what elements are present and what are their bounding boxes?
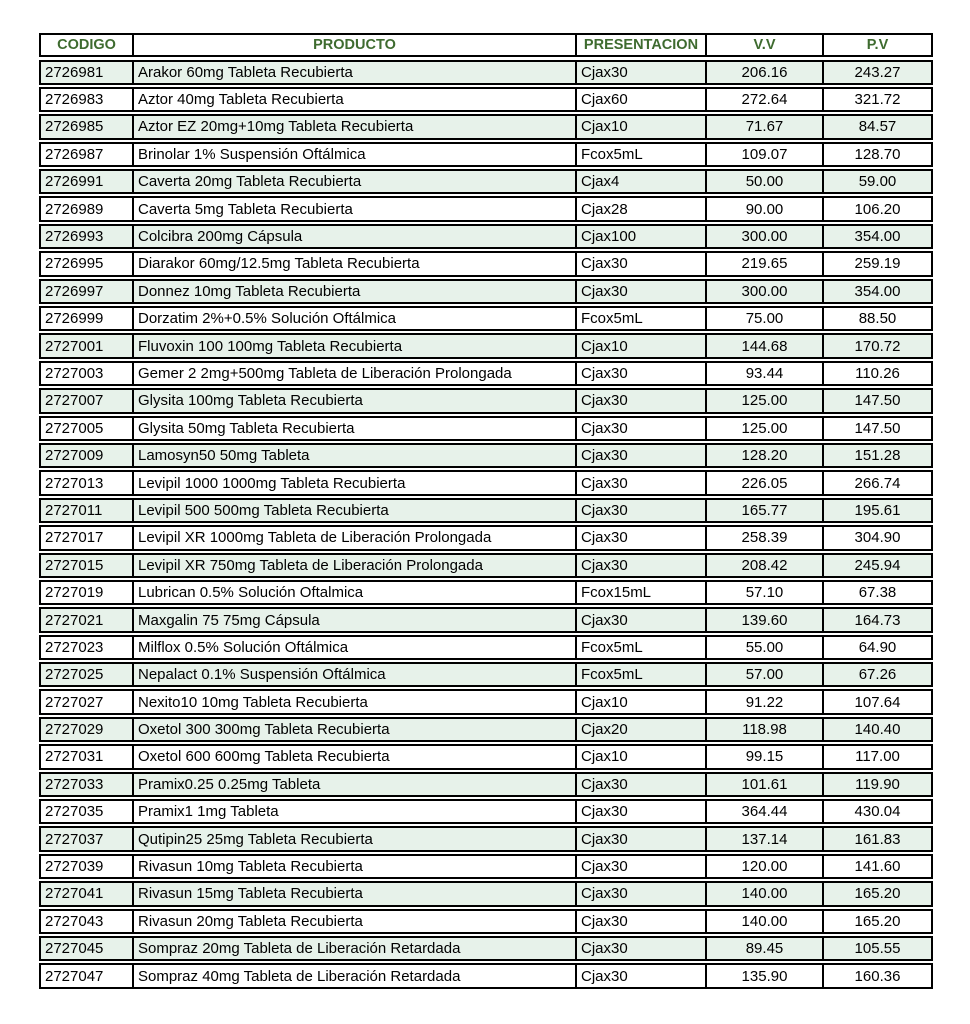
cell-presentation: Cjax10 [575,116,705,137]
cell-pv: 128.70 [822,144,931,165]
column-header-presentacion: PRESENTACION [575,35,705,55]
column-header-producto: PRODUCTO [132,35,575,55]
cell-vv: 57.10 [705,582,822,603]
cell-pv: 170.72 [822,335,931,356]
cell-presentation: Cjax30 [575,527,705,548]
cell-presentation: Cjax28 [575,198,705,219]
cell-vv: 272.64 [705,89,822,110]
cell-presentation: Fcox5mL [575,637,705,658]
cell-presentation: Cjax30 [575,472,705,493]
cell-pv: 195.61 [822,500,931,521]
cell-product: Nexito10 10mg Tableta Recubierta [132,691,575,712]
cell-product: Aztor 40mg Tableta Recubierta [132,89,575,110]
cell-presentation: Cjax30 [575,253,705,274]
cell-code: 2727033 [45,775,104,793]
cell-pv: 64.90 [822,637,931,658]
cell-product: Levipil 500 500mg Tableta Recubierta [132,500,575,521]
cell-vv: 101.61 [705,774,822,795]
cell-vv: 300.00 [705,226,822,247]
cell-pv: 160.36 [822,965,931,986]
cell-vv: 219.65 [705,253,822,274]
cell-product: Diarakor 60mg/12.5mg Tableta Recubierta [132,253,575,274]
cell-presentation: Fcox5mL [575,144,705,165]
cell-vv: 144.68 [705,335,822,356]
cell-product: Sompraz 40mg Tableta de Liberación Retardada [132,965,575,986]
table-row [39,744,933,769]
cell-presentation: Cjax4 [575,171,705,192]
cell-pv: 165.20 [822,911,931,932]
cell-code: 2727011 [45,501,103,519]
cell-presentation: Cjax30 [575,883,705,904]
cell-code: 2727041 [45,885,104,903]
cell-presentation: Cjax30 [575,801,705,822]
cell-pv: 117.00 [822,746,931,767]
cell-presentation: Cjax10 [575,746,705,767]
cell-vv: 109.07 [705,144,822,165]
cell-code: 2726983 [45,91,104,109]
table-row [39,963,933,988]
cell-pv: 67.26 [822,664,931,685]
cell-product: Lamosyn50 50mg Tableta [132,445,575,466]
table-header-row [39,33,933,57]
cell-vv: 99.15 [705,746,822,767]
cell-pv: 259.19 [822,253,931,274]
table-row [39,881,933,906]
cell-product: Maxgalin 75 75mg Cápsula [132,609,575,630]
price-table [39,33,933,991]
cell-vv: 135.90 [705,965,822,986]
cell-code: 2727029 [45,721,104,739]
cell-product: Donnez 10mg Tableta Recubierta [132,281,575,302]
cell-product: Gemer 2 2mg+500mg Tableta de Liberación Prolongada [132,363,575,384]
cell-product: Glysita 100mg Tableta Recubierta [132,390,575,411]
cell-pv: 430.04 [822,801,931,822]
cell-vv: 300.00 [705,281,822,302]
table-row [39,635,933,660]
cell-product: Nepalact 0.1% Suspensión Oftálmica [132,664,575,685]
cell-vv: 120.00 [705,856,822,877]
cell-presentation: Cjax30 [575,555,705,576]
cell-pv: 147.50 [822,390,931,411]
table-row [39,251,933,276]
cell-vv: 50.00 [705,171,822,192]
cell-code: 2727043 [45,912,104,930]
cell-code: 2727001 [45,337,104,355]
cell-pv: 107.64 [822,691,931,712]
cell-vv: 55.00 [705,637,822,658]
table-row [39,306,933,331]
cell-code: 2726987 [45,145,104,163]
cell-product: Levipil XR 750mg Tableta de Liberación Prolongada [132,555,575,576]
column-header-vv: V.V [705,35,822,55]
cell-presentation: Cjax10 [575,691,705,712]
cell-pv: 165.20 [822,883,931,904]
cell-presentation: Cjax30 [575,856,705,877]
table-row [39,553,933,578]
cell-product: Caverta 20mg Tableta Recubierta [132,171,575,192]
cell-pv: 245.94 [822,555,931,576]
cell-product: Oxetol 300 300mg Tableta Recubierta [132,719,575,740]
cell-code: 2727023 [45,638,104,656]
table-row [39,416,933,441]
cell-product: Caverta 5mg Tableta Recubierta [132,198,575,219]
table-row [39,142,933,167]
cell-product: Dorzatim 2%+0.5% Solución Oftálmica [132,308,575,329]
cell-presentation: Cjax100 [575,226,705,247]
cell-vv: 75.00 [705,308,822,329]
table-row [39,388,933,413]
cell-presentation: Cjax20 [575,719,705,740]
cell-vv: 364.44 [705,801,822,822]
cell-vv: 93.44 [705,363,822,384]
cell-product: Pramix1 1mg Tableta [132,801,575,822]
table-row [39,717,933,742]
cell-vv: 57.00 [705,664,822,685]
cell-pv: 354.00 [822,226,931,247]
cell-product: Rivasun 20mg Tableta Recubierta [132,911,575,932]
cell-code: 2727021 [45,611,104,629]
cell-presentation: Cjax30 [575,609,705,630]
cell-vv: 91.22 [705,691,822,712]
cell-pv: 147.50 [822,418,931,439]
table-row [39,169,933,194]
table-row [39,525,933,550]
cell-pv: 105.55 [822,938,931,959]
cell-product: Levipil 1000 1000mg Tableta Recubierta [132,472,575,493]
cell-presentation: Fcox15mL [575,582,705,603]
cell-presentation: Cjax30 [575,938,705,959]
cell-code: 2727003 [45,364,104,382]
cell-pv: 243.27 [822,62,931,83]
cell-vv: 226.05 [705,472,822,493]
cell-product: Levipil XR 1000mg Tableta de Liberación Prolongada [132,527,575,548]
cell-code: 2726991 [45,173,104,191]
cell-vv: 128.20 [705,445,822,466]
cell-code: 2727047 [45,967,104,985]
cell-vv: 71.67 [705,116,822,137]
cell-product: Qutipin25 25mg Tableta Recubierta [132,828,575,849]
cell-presentation: Cjax30 [575,62,705,83]
cell-pv: 67.38 [822,582,931,603]
cell-code: 2727025 [45,666,104,684]
cell-pv: 119.90 [822,774,931,795]
table-row [39,799,933,824]
cell-product: Arakor 60mg Tableta Recubierta [132,62,575,83]
cell-pv: 161.83 [822,828,931,849]
cell-vv: 125.00 [705,418,822,439]
table-row [39,196,933,221]
cell-vv: 165.77 [705,500,822,521]
cell-vv: 137.14 [705,828,822,849]
cell-code: 2727019 [45,584,104,602]
table-row [39,60,933,85]
cell-product: Glysita 50mg Tableta Recubierta [132,418,575,439]
cell-presentation: Cjax30 [575,363,705,384]
cell-pv: 141.60 [822,856,931,877]
cell-code: 2727007 [45,392,104,410]
cell-product: Oxetol 600 600mg Tableta Recubierta [132,746,575,767]
cell-code: 2727015 [45,556,104,574]
cell-product: Brinolar 1% Suspensión Oftálmica [132,144,575,165]
cell-vv: 89.45 [705,938,822,959]
cell-pv: 84.57 [822,116,931,137]
cell-code: 2727039 [45,858,104,876]
table-body [39,60,933,989]
cell-presentation: Cjax30 [575,281,705,302]
cell-product: Colcibra 200mg Cápsula [132,226,575,247]
cell-presentation: Cjax30 [575,911,705,932]
table-row [39,114,933,139]
cell-product: Sompraz 20mg Tableta de Liberación Retardada [132,938,575,959]
cell-vv: 139.60 [705,609,822,630]
cell-presentation: Fcox5mL [575,664,705,685]
cell-code: 2727035 [45,803,104,821]
cell-code: 2727031 [45,748,104,766]
table-row [39,279,933,304]
cell-vv: 208.42 [705,555,822,576]
column-header-pv: P.V [822,35,931,55]
cell-pv: 164.73 [822,609,931,630]
table-row [39,87,933,112]
table-row [39,580,933,605]
cell-product: Rivasun 15mg Tableta Recubierta [132,883,575,904]
cell-vv: 118.98 [705,719,822,740]
cell-presentation: Fcox5mL [575,308,705,329]
cell-presentation: Cjax30 [575,418,705,439]
cell-vv: 90.00 [705,198,822,219]
table-row [39,361,933,386]
cell-code: 2727017 [45,529,104,547]
cell-vv: 140.00 [705,911,822,932]
table-row [39,826,933,851]
cell-code: 2727005 [45,419,104,437]
cell-pv: 151.28 [822,445,931,466]
table-row [39,607,933,632]
column-header-codigo: CODIGO [57,37,116,53]
table-row [39,662,933,687]
cell-pv: 140.40 [822,719,931,740]
cell-presentation: Cjax30 [575,965,705,986]
table-row [39,333,933,358]
cell-code: 2727013 [45,474,104,492]
table-row [39,909,933,934]
cell-vv: 125.00 [705,390,822,411]
cell-code: 2727009 [45,447,104,465]
table-row [39,854,933,879]
cell-pv: 266.74 [822,472,931,493]
cell-code: 2726999 [45,310,104,328]
cell-product: Pramix0.25 0.25mg Tableta [132,774,575,795]
cell-vv: 258.39 [705,527,822,548]
table-row [39,498,933,523]
cell-pv: 321.72 [822,89,931,110]
cell-presentation: Cjax30 [575,445,705,466]
table-row [39,936,933,961]
cell-code: 2726989 [45,200,104,218]
cell-product: Fluvoxin 100 100mg Tableta Recubierta [132,335,575,356]
cell-code: 2726993 [45,228,104,246]
cell-product: Milflox 0.5% Solución Oftálmica [132,637,575,658]
cell-pv: 354.00 [822,281,931,302]
cell-presentation: Cjax10 [575,335,705,356]
cell-pv: 106.20 [822,198,931,219]
cell-pv: 304.90 [822,527,931,548]
cell-code: 2726995 [45,255,104,273]
cell-code: 2726981 [45,63,104,81]
cell-presentation: Cjax30 [575,500,705,521]
table-row [39,772,933,797]
cell-pv: 110.26 [822,363,931,384]
cell-pv: 88.50 [822,308,931,329]
cell-code: 2726985 [45,118,104,136]
cell-product: Rivasun 10mg Tableta Recubierta [132,856,575,877]
table-row [39,224,933,249]
cell-code: 2726997 [45,282,104,300]
table-row [39,443,933,468]
cell-code: 2727045 [45,940,104,958]
cell-pv: 59.00 [822,171,931,192]
table-row [39,689,933,714]
cell-vv: 140.00 [705,883,822,904]
cell-presentation: Cjax30 [575,774,705,795]
cell-code: 2727027 [45,693,104,711]
cell-vv: 206.16 [705,62,822,83]
cell-product: Lubrican 0.5% Solución Oftalmica [132,582,575,603]
table-row [39,470,933,495]
cell-presentation: Cjax30 [575,390,705,411]
cell-product: Aztor EZ 20mg+10mg Tableta Recubierta [132,116,575,137]
cell-presentation: Cjax60 [575,89,705,110]
cell-code: 2727037 [45,830,104,848]
cell-presentation: Cjax30 [575,828,705,849]
